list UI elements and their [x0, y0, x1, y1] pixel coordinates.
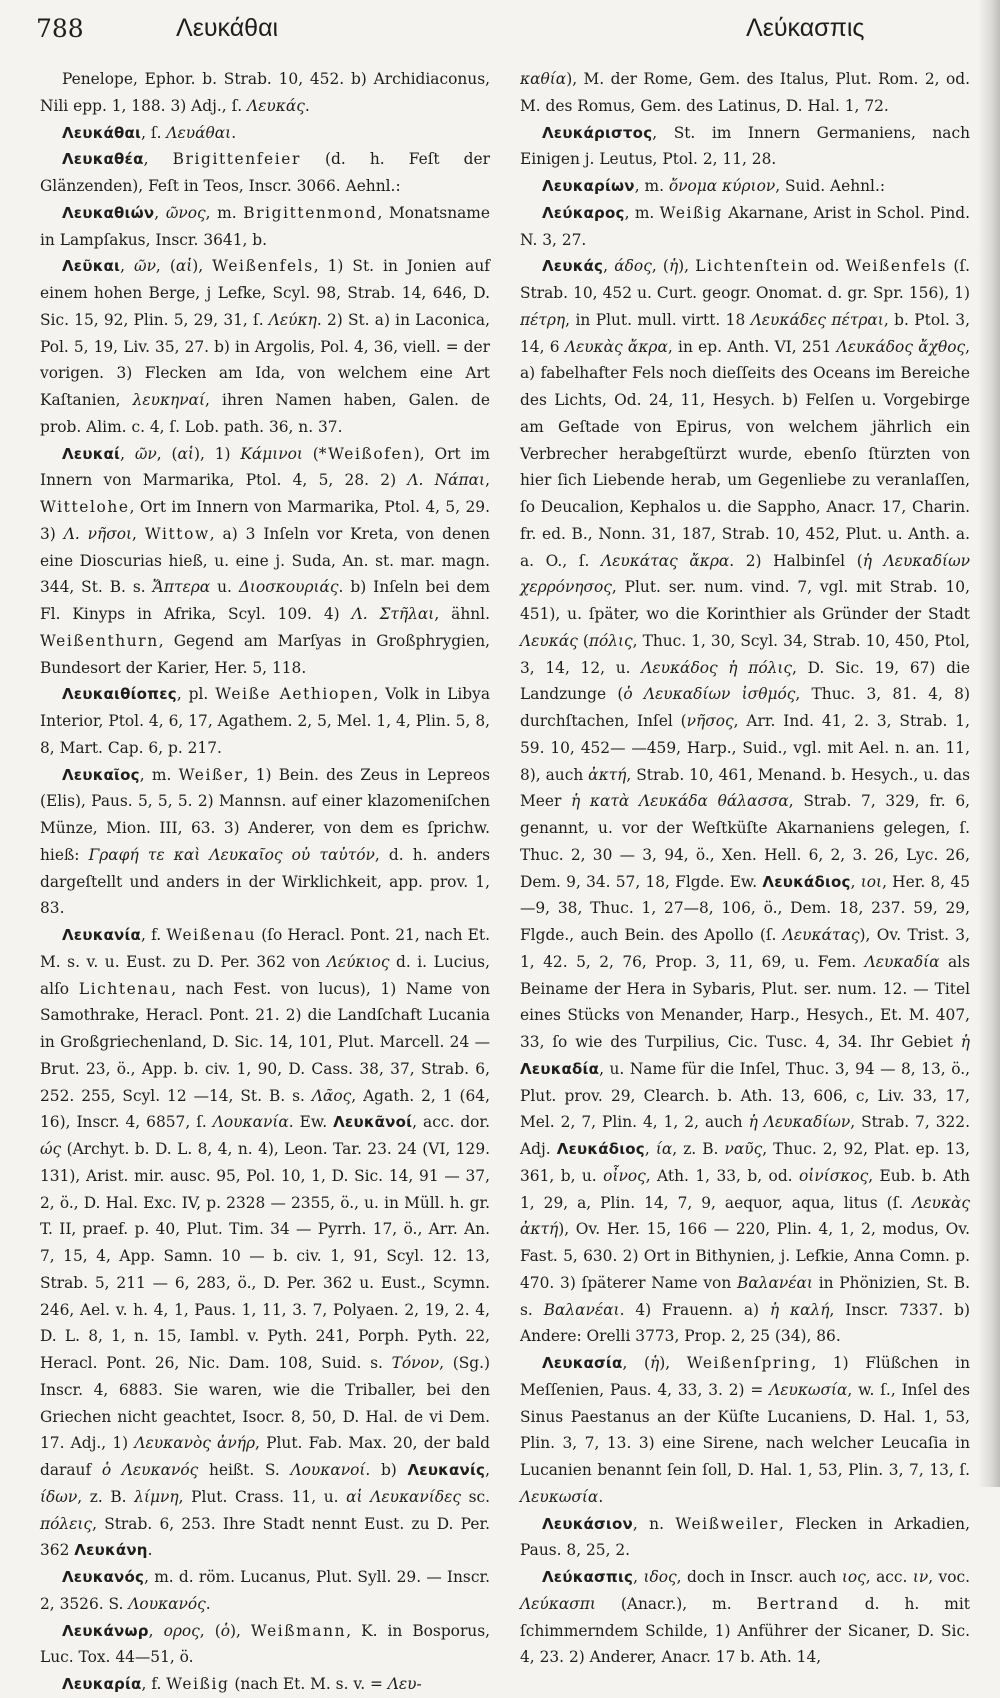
headword: Λευκάδιος [556, 1140, 645, 1158]
entry-text: . [231, 123, 237, 142]
greek-form: Λευ- [387, 1675, 422, 1693]
dictionary-entry [40, 253, 490, 440]
greek-form: Τόνον [391, 1354, 440, 1372]
entry-text: , [143, 150, 173, 169]
greek-form: αἱ [175, 257, 193, 276]
greek-form: Λευκὰς ἄκρα [564, 337, 668, 356]
entry-text: , Plut. Crass. 11, u. [178, 1487, 347, 1506]
entry-text: ), [678, 257, 696, 276]
entry-text: , ( [155, 257, 176, 276]
greek-form: Λ. Νάπαι [407, 471, 486, 490]
entry-text: , Suid. Aehnl.: [775, 177, 886, 195]
greek-form: Λ. νῆσοι [63, 524, 133, 543]
dictionary-entry [520, 1350, 970, 1511]
greek-form: ἀκτή [588, 765, 627, 784]
entry-text: , z. B. [672, 1140, 725, 1158]
greek-form: ῶνος [165, 203, 206, 222]
greek-form: λευκηναί [132, 391, 206, 409]
headword: Λευκασία [542, 1354, 623, 1372]
german-gloss: Weißenfels [845, 257, 948, 276]
entry-text: (ſo Heracl. Pont. 21, nach Et. M. s. v. u. Eust. zu D. Per. 362 von [40, 926, 490, 971]
headword: Λευκᾶνοί [333, 1113, 413, 1132]
dictionary-entry [40, 146, 490, 200]
german-gloss: Weißig [166, 1675, 230, 1693]
entry-text: (d. h. Feſt der Glänzenden), Feſt in Teos, Inscr. 3066. Aehnl.: [40, 150, 490, 195]
german-gloss: *Weißofen [318, 444, 414, 463]
entry-text: , ſ. [141, 123, 167, 142]
entry-text: , 1) Flüßchen in Meſſenien, Paus. 4, 33, 3. 2) = [520, 1354, 970, 1399]
entry-text: , ( [199, 1621, 221, 1640]
dictionary-entry [40, 681, 490, 761]
headword: Λευκανία [62, 926, 142, 944]
headword: Λευκανίς [407, 1461, 486, 1479]
entry-text: , nach Fest. von lucus), 1) Name von Samothrake, Heracl. Pont. 21. 2) die Landſchaft Lucania in Großgriechenland, D. Sic. 14, 101, Plut. Marcell. 24 — Brut. 23, ö., App. b. civ. 1, 90, D. Cass. 38, 37, Strab. 6, 252. 255, Scyl. 12 —14, St. B. s. [40, 979, 490, 1105]
greek-form: Λευκαδία [864, 952, 940, 971]
german-gloss: Wittow [144, 524, 210, 543]
greek-form: Λεύκασπι [520, 1594, 596, 1613]
dictionary-entry [520, 120, 970, 174]
entry-text: , a) 3 Inſeln vor Kreta, von denen eine Dioscurias hieß, u. eine j. Suda, An. st. mar. magn. 344, St. B. s. [40, 524, 490, 597]
dictionary-entry [40, 120, 490, 147]
entry-text: , Eub. b. Ath 1, 29, a, Plin. 14, 7, 9, aequor, aqua, litus (ſ. [520, 1166, 971, 1212]
greek-form: ιδος [643, 1568, 677, 1586]
greek-form: Λουκανός [128, 1594, 206, 1613]
entry-text: d. i. Lucius, alſo [40, 952, 490, 998]
entry-text: , f. [141, 1675, 167, 1693]
entry-text: . 2) St. a) in Laconica, Pol. 5, 19, Liv. 35, 27. b) in Argolis, Pol. 4, 36, viell. = der vorigen. 3) Flecken am Ida, von welchem eine Art Kaſtanien, [40, 310, 490, 409]
greek-form: ιοι [860, 872, 883, 891]
greek-form: Λευκάδος ἄχθος [836, 337, 966, 356]
entry-text: ( [302, 444, 319, 463]
entry-text: . [598, 1487, 604, 1506]
headword: Λευκανός [62, 1568, 145, 1586]
running-head-left: Λευκάθαι [176, 14, 279, 42]
entry-text: , [633, 1568, 644, 1586]
greek-form: Λεύκιος [326, 952, 390, 971]
entry-text: , ( [622, 1354, 650, 1372]
greek-form: ναῦς [724, 1140, 763, 1158]
entry-text: , St. im Innern Germaniens, nach Einigen j. Leutus, Ptol. 2, 11, 28. [520, 123, 970, 169]
entry-text: , m. [634, 177, 669, 195]
greek-form: ῶν [134, 257, 156, 276]
german-gloss: Weißmann [250, 1621, 347, 1640]
entry-text: , Flecken in Arkadien, Paus. 8, 25, 2. [520, 1514, 970, 1560]
entry-text: (Archyt. b. D. L. 8, 4, n. 4), Leon. Tar. 23. 24 (VI, 129. 131), Arist. mir. ausc. 95, Pol. 10, 1, D. Sic. 14, 91 — 37, 2, ö., D. Hal. Exc. IV, p. 2328 — 2355, ö., u. in Müll. h. gr. T. II, praef. p. 40, Plut. Tim. 34 — Pyrrh. 17, ö., Arr. An. 7, 15, 4, App. Samn. 10 — b. civ. 1, 91, Scyl. 12. 13, Strab. 5, 211 — 6, 283, ö., D. Per. 362 u. Eust., Scymn. 246, Ael. v. h. 4, 1, Paus. 1, 11, 3. 7, Polyaen. 2, 19, 2. 4, D. L. 8, 1, n. 15, Iambl. v. Pyth. 241, Porph. Pyth. 22, Heracl. Pont. 26, Nic. Dam. 108, Suid. s. [40, 1140, 490, 1372]
entry-text: , a) fabelhafter Fels noch dieſſeits des Oceans im Bereiche des Lichts, Od. 24, 11, Hesych. b) Felſen u. Vorgebirge am Geſtade von Epirus, von welchem jährlich ein Verbrecher herabgeſtürzt wurde, ebenſo ſtürzten von hier ſich Liebende herab, um Gegenliebe zu veranlaſſen, ſo Deucalion, Kephalos u. die Sappho, Anacr. 17, Charin. fr. ed. B., Nonn. 31, 187, Strab. 10, 452, Plut. u. Anth. a. a. O., ſ. [520, 337, 970, 570]
greek-form: Ἄπτερα [152, 578, 211, 597]
entry-text: . b) Inſeln bei dem Fl. Kinyps in Afrika, Scyl. 109. 4) [40, 578, 491, 623]
greek-form: Λευκάδος ἡ πόλις [641, 658, 793, 677]
entry-text: , [120, 444, 135, 463]
greek-form: Λευκωσία [520, 1487, 599, 1506]
greek-form: ἡ κατὰ Λευκάδα θάλασσα [571, 792, 789, 811]
entry-text: , [148, 1621, 164, 1640]
headword: Λεύκαρος [542, 203, 625, 222]
entry-text: . [205, 1594, 211, 1613]
german-gloss: Lichtenſtein [695, 257, 810, 276]
headword: Λεύκασπις [542, 1568, 634, 1586]
greek-form: νῆσος [686, 712, 734, 730]
entry-text: , Plut. ser. num. vind. 7, vgl. mit Strab. 10, 451), u. ſpäter, wo die Korinthier als Gründer der Stadt [520, 578, 970, 623]
greek-form: πόλεις [40, 1514, 93, 1533]
entry-text: , [120, 257, 135, 276]
entry-text: , Ort im Innern von Marmarika, Ptol. 4, 5, 29. 3) [40, 498, 490, 543]
greek-form: Κάμινοι [240, 444, 303, 463]
greek-form: Λευκωσία [769, 1380, 848, 1399]
dictionary-entry [40, 66, 490, 120]
dictionary-entry [520, 66, 970, 120]
german-gloss: Weiße Aethiopen [215, 685, 374, 704]
entry-text: , 1) St. in Jonien auf einem hohen Berge, j Lefke, Scyl. 98, Strab. 14, 646, D. Sic. 15, 92, Plin. 5, 29, 31, ſ. [40, 257, 490, 329]
greek-form: ἡ [960, 1033, 970, 1051]
greek-form: Λευκανὸς ἀνήρ [134, 1434, 256, 1453]
entry-text: , Strab. 6, 253. Ihre Stadt nennt Eust. zu D. Per. 362 [40, 1514, 490, 1560]
greek-form: Λεύκη [268, 310, 317, 329]
entry-text: Penelope, Ephor. b. Strab. 10, 452. b) Archidiaconus, Nili epp. 1, 188. 3) Adj., ſ. [40, 70, 490, 115]
entry-text: , Monatsname in Lampſakus, Inscr. 3641, b. [40, 203, 490, 249]
entry-text: ), Ov. Trist. 3, 1, 42. 5, 2, 76, Prop. 3, 11, 69, u. Fem. [520, 926, 970, 971]
greek-form: Λευκάς [247, 96, 305, 115]
entry-text: , Strab. 7, 322. Adj. [520, 1113, 970, 1158]
greek-form: ιος [841, 1568, 866, 1586]
headword: Λευκαιθίοπες [62, 685, 177, 704]
entry-text: . b) [365, 1461, 408, 1479]
entry-text: ), Ov. Her. 15, 166 — 220, Plin. 4, 1, 2, modus, Ov. Fast. 5, 630. 2) Ort in Bithynien, j. Lefkie, Anna Comn. p. 470. 3) ſpäterer Name von [520, 1220, 970, 1292]
german-gloss: Weißenſpring [686, 1354, 812, 1372]
german-gloss: Weißig [659, 203, 723, 222]
entry-text: , ihren Namen haben, Galen. de prob. Alim. c. 4, ſ. Lob. path. 36, n. 37. [40, 391, 490, 436]
greek-form: Διοσκουριάς [238, 578, 339, 597]
entry-text: , pl. [176, 685, 216, 704]
greek-form: Λευκὰς ἀκτή [520, 1193, 970, 1239]
greek-form: Λευκάς [520, 631, 578, 650]
greek-form: αἱ Λευκανίδες [346, 1487, 461, 1506]
entry-text: , [154, 203, 166, 222]
greek-form: Βαλανέαι [543, 1300, 620, 1319]
german-gloss: Weißenfels [212, 257, 314, 276]
entry-text: , Inscr. 7337. b) Andere: Orelli 3773, Prop. 2, 25 (34), 86. [520, 1300, 970, 1346]
entry-text: , [485, 1461, 490, 1479]
dictionary-entry [40, 1618, 490, 1672]
entry-text: , Strab. 10, 461, Menand. b. Hesych., u. das Meer [520, 765, 970, 811]
greek-form: ίδων [40, 1487, 78, 1506]
headword: Λευκαδία [520, 1059, 600, 1078]
entry-text: , Thuc. 2, 92, Plat. ep. 13, 361, b, u. [520, 1140, 970, 1185]
greek-form: Λουκανία [212, 1113, 289, 1132]
greek-form: ὄνομα κύριον [668, 177, 776, 195]
running-head-right: Λεύκασπις [746, 14, 865, 42]
greek-form: Λευκάδες πέτραι [750, 310, 884, 329]
dictionary-entry [520, 1511, 970, 1565]
dictionary-entry [40, 441, 490, 682]
greek-form: Βαλανέαι [737, 1273, 813, 1292]
entry-text: . Ew. [288, 1113, 334, 1132]
entry-text: , d. h. anders dargeſtellt und anders in der Wirklichkeit, app. prov. 1, 83. [40, 845, 491, 918]
entry-text: , in ep. Anth. VI, 251 [667, 337, 837, 356]
german-gloss: Bertrand [756, 1594, 840, 1613]
headword: Λευκαθέα [62, 150, 144, 169]
entry-text: , m. [139, 765, 179, 784]
entry-text: , b. Ptol. 3, 14, 6 [520, 310, 970, 356]
dictionary-entry [520, 173, 970, 200]
greek-form: ῶν [134, 444, 157, 463]
entry-text: , u. Name für die Inſel, Thuc. 3, 94 — 8, 13, ö., Plut. prov. 29, Clearch. b. Ath. 13, 606, c, Liv. 33, 17, Mel. 2, 7, Plin. 4, 1, 2, auch [520, 1059, 970, 1132]
greek-form: ορος [163, 1621, 200, 1640]
left-column [40, 66, 490, 1698]
entry-text: , n. [632, 1514, 676, 1533]
entry-text: ), M. der Rome, Gem. des Italus, Plut. Rom. 2, od. M. des Romus, Gem. des Latinus, D. Hal. 1, 72. [520, 70, 970, 115]
entry-text: , m. [205, 203, 244, 222]
entry-text: ), [659, 1354, 687, 1372]
entry-text: , ( [651, 257, 669, 276]
entry-text: als Beiname der Hera in Sybaris, Plut. ser. num. 12. — Titel eines Stücks von Menander, Harp., Hesych., Et. M. 407, 33, ſo wie des Turpilius, Cic. Tusc. 4, 34. Ihr Gebiet [520, 952, 970, 1051]
greek-form: ὁ Λευκαδίων ἰσθμός [623, 685, 796, 704]
entry-text: (nach Et. M. s. v. = [229, 1675, 388, 1693]
entry-text: , Agath. 2, 1 (64, 16), Inscr. 4, 6857, ſ. [40, 1086, 490, 1132]
entry-text: , Strab. 7, 329, fr. 6, genannt, u. vor der Weſtküſte Akarnaniens gelegen, ſ. Thuc. 2, 30 — 3, 94, ö., Xen. Hell. 6, 2, 3. 26, Lyc. 26, Dem. 9, 34. 57, 18, Flgde. Ew. [520, 792, 971, 891]
greek-form: ώς [40, 1140, 62, 1158]
headword: Λευκάνωρ [62, 1621, 149, 1640]
greek-form: Λευάθαι [166, 123, 232, 142]
german-gloss: Weißenthurn [40, 631, 159, 650]
headword: Λευκαρίων [542, 177, 635, 195]
entry-text: ), [229, 1621, 251, 1640]
headword: Λευκάριστος [542, 123, 653, 142]
greek-form: Λευκάτας ἄκρα [600, 551, 730, 570]
german-gloss: Wittelohe [40, 498, 130, 516]
greek-form: Λᾶος [311, 1086, 352, 1105]
greek-form: οἰνίσκος [799, 1166, 869, 1185]
greek-form: ἡ Λευκαδίων χερρόνησος [520, 551, 970, 597]
greek-form: αἱ [177, 444, 194, 463]
headword: Λευκαῖος [62, 765, 140, 784]
entry-text: , Thuc. 3, 81. 4, 8) durchſtachen, Inſel ( [520, 685, 970, 730]
entry-text: , Arr. Ind. 41, 2. 3, Strab. 1, 59. 10, 452— —459, Harp., Suid., vgl. mit Ael. n. an. 11, 8), auch [520, 712, 970, 784]
entry-text: , ( [156, 444, 178, 463]
entry-text: , voc. [928, 1568, 971, 1586]
right-column [520, 66, 970, 1671]
entry-text: (ſ. Strab. 10, 452 u. Curt. geogr. Onomat. d. gr. Spr. 156), 1) [520, 257, 970, 302]
page-number: 788 [36, 14, 84, 43]
greek-form: πέτρη [520, 310, 566, 329]
entry-text: , Her. 8, 45—9, 38, Thuc. 1, 27—8, 106, ö., Dem. 18, 237. 59, 29, Flgde., auch Bein. des Apollo (ſ. [520, 872, 970, 944]
entry-text: , acc. dor. [412, 1113, 490, 1132]
dictionary-entry [40, 922, 490, 1564]
headword: Λευκαρία [62, 1675, 142, 1693]
entry-text: . [304, 96, 310, 115]
dictionary-entry [40, 1564, 490, 1618]
entry-text: , doch in Inscr. auch [676, 1568, 842, 1586]
headword: Λευκαί [62, 444, 121, 463]
entry-text: , Thuc. 1, 30, Scyl. 34, Strab. 10, 450, Ptol, 3, 14, 12, u. [520, 631, 970, 677]
dictionary-entry [520, 253, 970, 1350]
entry-text: in Phönizien, St. B. s. [520, 1273, 970, 1319]
entry-text: , Gegend am Marſyas in Großphrygien, Bundesort der Karier, Her. 5, 118. [40, 631, 490, 677]
dictionary-entry [520, 200, 970, 254]
entry-text: , z. B. [77, 1487, 135, 1506]
entry-text: , f. [141, 926, 167, 944]
greek-form: Λ. Στῆλαι [351, 605, 435, 623]
entry-text: sc. [460, 1487, 491, 1506]
entry-text: , (Sg.) Inscr. 4, 6883. Sie waren, wie die Triballer, bei den Griechen nicht geachtet, Isocr. 8, 50, D. Hal. de vi Dem. 17. Adj., 1) [40, 1354, 490, 1453]
entry-text: ), Ort im Innern von Marmarika, Ptol. 4, 5, 28. 2) [40, 444, 491, 490]
entry-text: , Plut. Fab. Max. 20, der bald darauf [40, 1434, 490, 1479]
headword: Λευκάνη [74, 1541, 148, 1560]
greek-form: καθία [520, 70, 567, 88]
german-gloss: Lichtenau [78, 979, 172, 998]
greek-form: Λουκανοί [290, 1461, 366, 1479]
dictionary-entry [40, 200, 490, 254]
greek-form: πόλις [588, 631, 633, 650]
entry-text: . 2) Halbinſel ( [729, 551, 863, 570]
entry-text: , m. [624, 203, 660, 222]
entry-text: , [485, 471, 490, 490]
greek-form: λίμνη [134, 1487, 179, 1506]
entry-text: (Anacr.), m. [595, 1594, 757, 1613]
german-gloss: Weißenau [166, 926, 257, 944]
entry-text: , acc. [865, 1568, 913, 1586]
entry-text: , D. Sic. 19, 67) die Landzunge ( [520, 658, 970, 704]
entry-text: , K. in Bosporus, Luc. Tox. 44—51, ö. [40, 1621, 491, 1667]
entry-text: , [603, 257, 615, 276]
german-gloss: Brigittenfeier [172, 150, 301, 169]
entry-text: od. [809, 257, 846, 276]
greek-form: ἡ [668, 257, 679, 276]
entry-text: , [644, 1140, 656, 1158]
entry-text: , m. d. röm. Lucanus, Plut. Syll. 29. — Inscr. 2, 3526. S. [40, 1568, 490, 1613]
greek-form: ιν [912, 1568, 929, 1586]
page-header [36, 14, 981, 54]
greek-form: ία [655, 1140, 673, 1158]
german-gloss: Weißer [178, 765, 244, 784]
greek-form: άδος [614, 257, 652, 276]
entry-text: , Volk in Libya Interior, Ptol. 4, 6, 17, Agathem. 2, 5, Mel. 1, 4, Plin. 5, 8, 8, Mart. Cap. 6, p. 217. [40, 685, 490, 757]
headword: Λευκάθαι [62, 123, 142, 142]
entry-text: . 4) Frauenn. a) [619, 1300, 770, 1319]
entry-text: ), 1) [193, 444, 241, 463]
greek-form: Γραφή τε καὶ Λευκαῖος οὐ ταὐτόν [88, 845, 375, 864]
german-gloss: Weißweiler [675, 1514, 779, 1533]
page-edge-shadow [978, 0, 1000, 1487]
entry-text: , in Plut. mull. virtt. 18 [565, 310, 751, 329]
greek-form: ὁ [220, 1621, 230, 1640]
entry-text: ), [192, 257, 213, 276]
entry-text: d. h. mit ſchimmerndem Schilde, 1) Anführer der Sicaner, D. Sic. 4, 23. 2) Anderer, Anacr. 17 b. Ath. 14, [520, 1594, 970, 1667]
dictionary-entry [40, 1671, 490, 1698]
entry-text: . [147, 1541, 153, 1560]
headword: Λευκαθιών [62, 203, 155, 222]
greek-form: οἶνος [603, 1166, 646, 1185]
entry-text: , Ath. 1, 33, b, od. [645, 1166, 800, 1185]
entry-text: , ähnl. [434, 605, 490, 623]
entry-text: , 1) Bein. des Zeus in Lepreos (Elis), Paus. 5, 5, 5. 2) Mannsn. auf einer klazomeniſchen Münze, Mion. III, 63. 3) Anderer, von dem es ſprichw. hieß: [40, 765, 490, 864]
entry-text: heißt. S. [198, 1461, 291, 1479]
headword: Λεῦκαι [62, 257, 121, 276]
entry-text: u. [210, 578, 239, 597]
headword: Λευκάσιον [542, 1514, 633, 1533]
headword: Λευκάδιος [762, 872, 851, 891]
headword: Λευκάς [542, 257, 604, 276]
greek-form: ἡ καλή [769, 1300, 830, 1319]
greek-form: Λευκάτας [782, 926, 860, 944]
german-gloss: Brigittenmond [243, 203, 378, 222]
greek-form: ὁ Λευκανός [101, 1461, 199, 1479]
entry-text: Akarnane, Arist in Schol. Pind. N. 3, 27. [520, 203, 970, 249]
entry-text: ( [577, 631, 589, 650]
entry-text: , [850, 872, 861, 891]
entry-text: , w. ſ., Inſel des Sinus Paestanus an der Küſte Lucaniens, D. Hal. 1, 53, Plin. 3, 7, 13. 3) eine Sirene, nach welcher Leucaſia in Lucanien benannt ſein ſoll, D. Hal. 1, 53, Plin. 3, 7, 13, ſ. [520, 1380, 970, 1479]
entry-text: , [132, 524, 145, 543]
dictionary-entry [520, 1564, 970, 1671]
greek-form: ἡ [649, 1354, 660, 1372]
greek-form: ἡ Λευκαδίων [748, 1113, 851, 1132]
dictionary-entry [40, 762, 490, 923]
